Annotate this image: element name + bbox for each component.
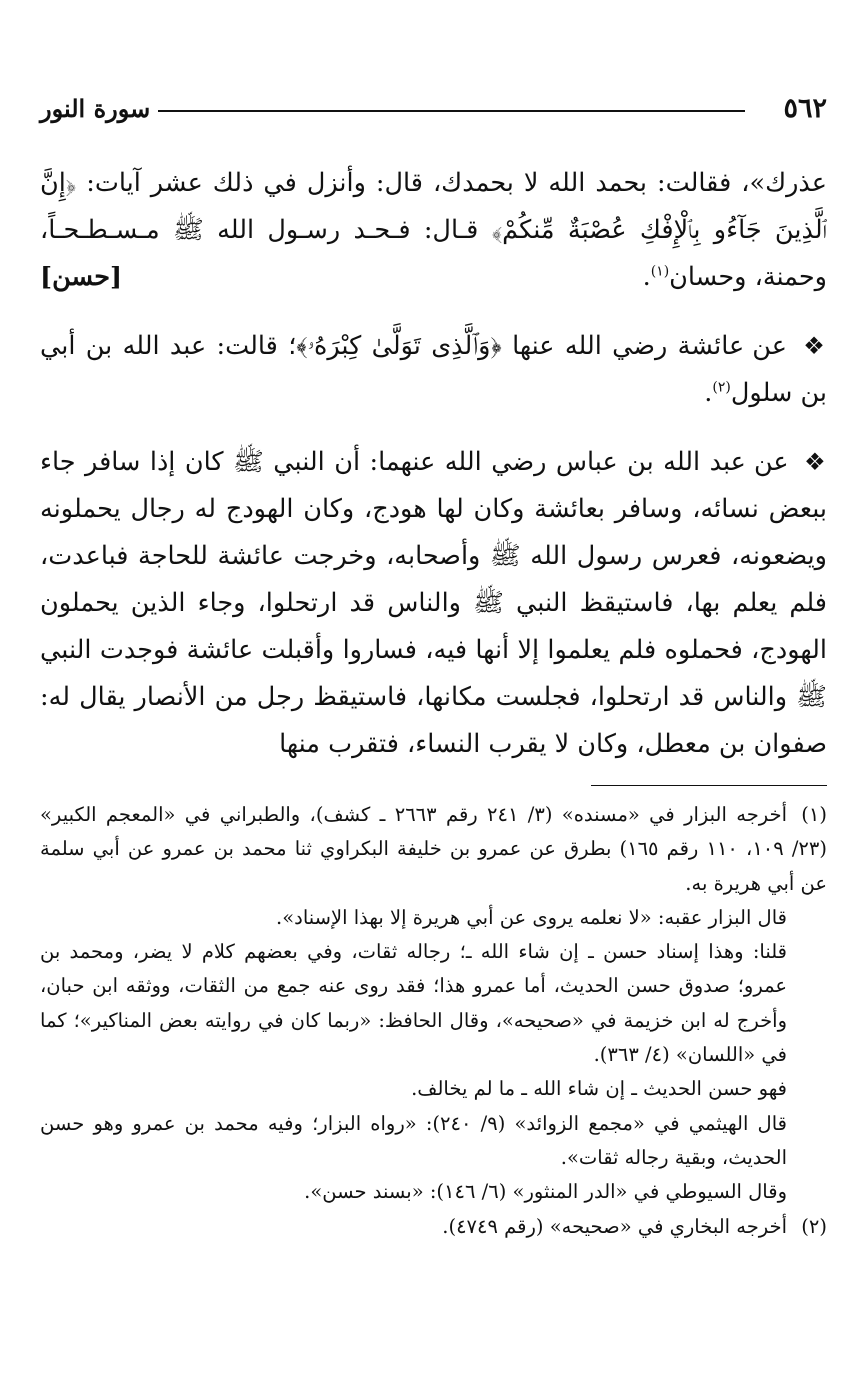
- footnote-1-paragraph: قلنا: وهذا إسناد حسن ـ إن شاء الله ـ؛ رجاله ثقات، وفي بعضهم كلام لا يضر، ومحمد بن عمرو؛ صدوق حسن الحديث، أما عمرو هذا؛ فقد روى عنه جمع من الثقات، ووثقه ابن حبان، وأخرج له ابن خزيمة في «صحيحه»، وقال الحافظ: «ربما كان في روايته بعض المناكير»؛ كما في «اللسان» (٤/ ٣٦٣).: [40, 940, 787, 1067]
- sentence-end: .: [642, 262, 651, 292]
- page-number: ٥٦٢: [783, 93, 827, 124]
- hadith-text: عن عبد الله بن عباس رضي الله عنهما: أن النبي ﷺ كان إذا سافر جاء ببعض نسائه، وسافر بعائشة وكان لها هودج، وكان الهودج له رجال يحملونه ويضعونه، فعرس رسول الله ﷺ وأصحابه، وخرجت عائشة للحاجة فباعدت، فلم يعلم بها، فاستيقظ النبي ﷺ والناس قد ارتحلوا، وجاء الذين يحملون الهودج، فحملوه فلم يعلموا إلا أنها فيه، فساروا وأقبلت عائشة فوجدت النبي ﷺ والناس قد ارتحلوا، فجلست مكانها، فاستيقظ رجل من الأنصار يقال له: صفوان بن معطل، وكان لا يقرب النساء، فتقرب منها: [40, 447, 827, 759]
- footnote-number: (١): [801, 803, 827, 826]
- hadith-text: عذرك»، فقالت: بحمد الله لا بحمدك، قال: وأنزل في ذلك عشر آيات: ﴿إِنَّ ٱلَّذِينَ جَآءُو بِٱلْإِفْكِ عُصْبَةٌ مِّنكُمْ﴾ قـال: فـحـد رسـول الله ﷺ مـسـطـحـاً، وحمنة، وحسان: [40, 168, 827, 292]
- footnote-marker: (٢): [712, 379, 731, 396]
- hadith-block-2: [40, 323, 827, 417]
- surah-name: سورة النور: [40, 94, 151, 123]
- footnotes: [40, 798, 827, 1244]
- header-rule: [158, 110, 745, 112]
- hadith-text: عن عائشة رضي الله عنها ﴿وَٱلَّذِى تَوَلَّىٰ كِبْرَهُۥ﴾؛ قالت: عبد الله بن أبي بن سلول: [40, 331, 827, 408]
- footnote-text: أخرجه البخاري في «صحيحه» (رقم ٤٧٤٩).: [442, 1214, 787, 1238]
- footnote-text: أخرجه البزار في «مسنده» (٣/ ٢٤١ رقم ٢٦٦٣ ـ كشف)، والطبراني في «المعجم الكبير» (٢٣/ ١٠٩، ١١٠ رقم ١٦٥) بطرق عن عمرو بن خليفة البكراوي ثنا محمد بن عمرو عن أبي سلمة عن أبي هريرة به.: [40, 803, 827, 895]
- bullet-icon: ❖: [804, 448, 828, 476]
- footnote-1: [40, 798, 827, 901]
- footnote-1-paragraph: وقال السيوطي في «الدر المنثور» (٦/ ١٤٦): «بسند حسن».: [304, 1180, 787, 1204]
- footnote-1-paragraph: فهو حسن الحديث ـ إن شاء الله ـ ما لم يخالف.: [411, 1077, 787, 1101]
- footnote-2: [40, 1210, 827, 1244]
- main-text: [40, 160, 827, 790]
- footnote-separator: [591, 785, 827, 786]
- hadith-block-1: [40, 160, 827, 301]
- footnote-marker: (١): [650, 263, 670, 280]
- hadith-block-3: [40, 439, 827, 768]
- footnote-number: (٢): [801, 1214, 827, 1238]
- footnote-1-paragraph: قال البزار عقبه: «لا نعلمه يروى عن أبي هريرة إلا بهذا الإسناد».: [276, 905, 787, 929]
- sentence-end: .: [704, 378, 713, 408]
- grade-label: [حسن]: [40, 262, 123, 292]
- bullet-icon: ❖: [803, 332, 827, 360]
- page-header: [40, 92, 827, 132]
- footnote-1-paragraph: قال الهيثمي في «مجمع الزوائد» (٩/ ٢٤٠): «رواه البزار؛ وفيه محمد بن عمرو وهو حسن الحديث، وبقية رجاله ثقات».: [40, 1111, 787, 1169]
